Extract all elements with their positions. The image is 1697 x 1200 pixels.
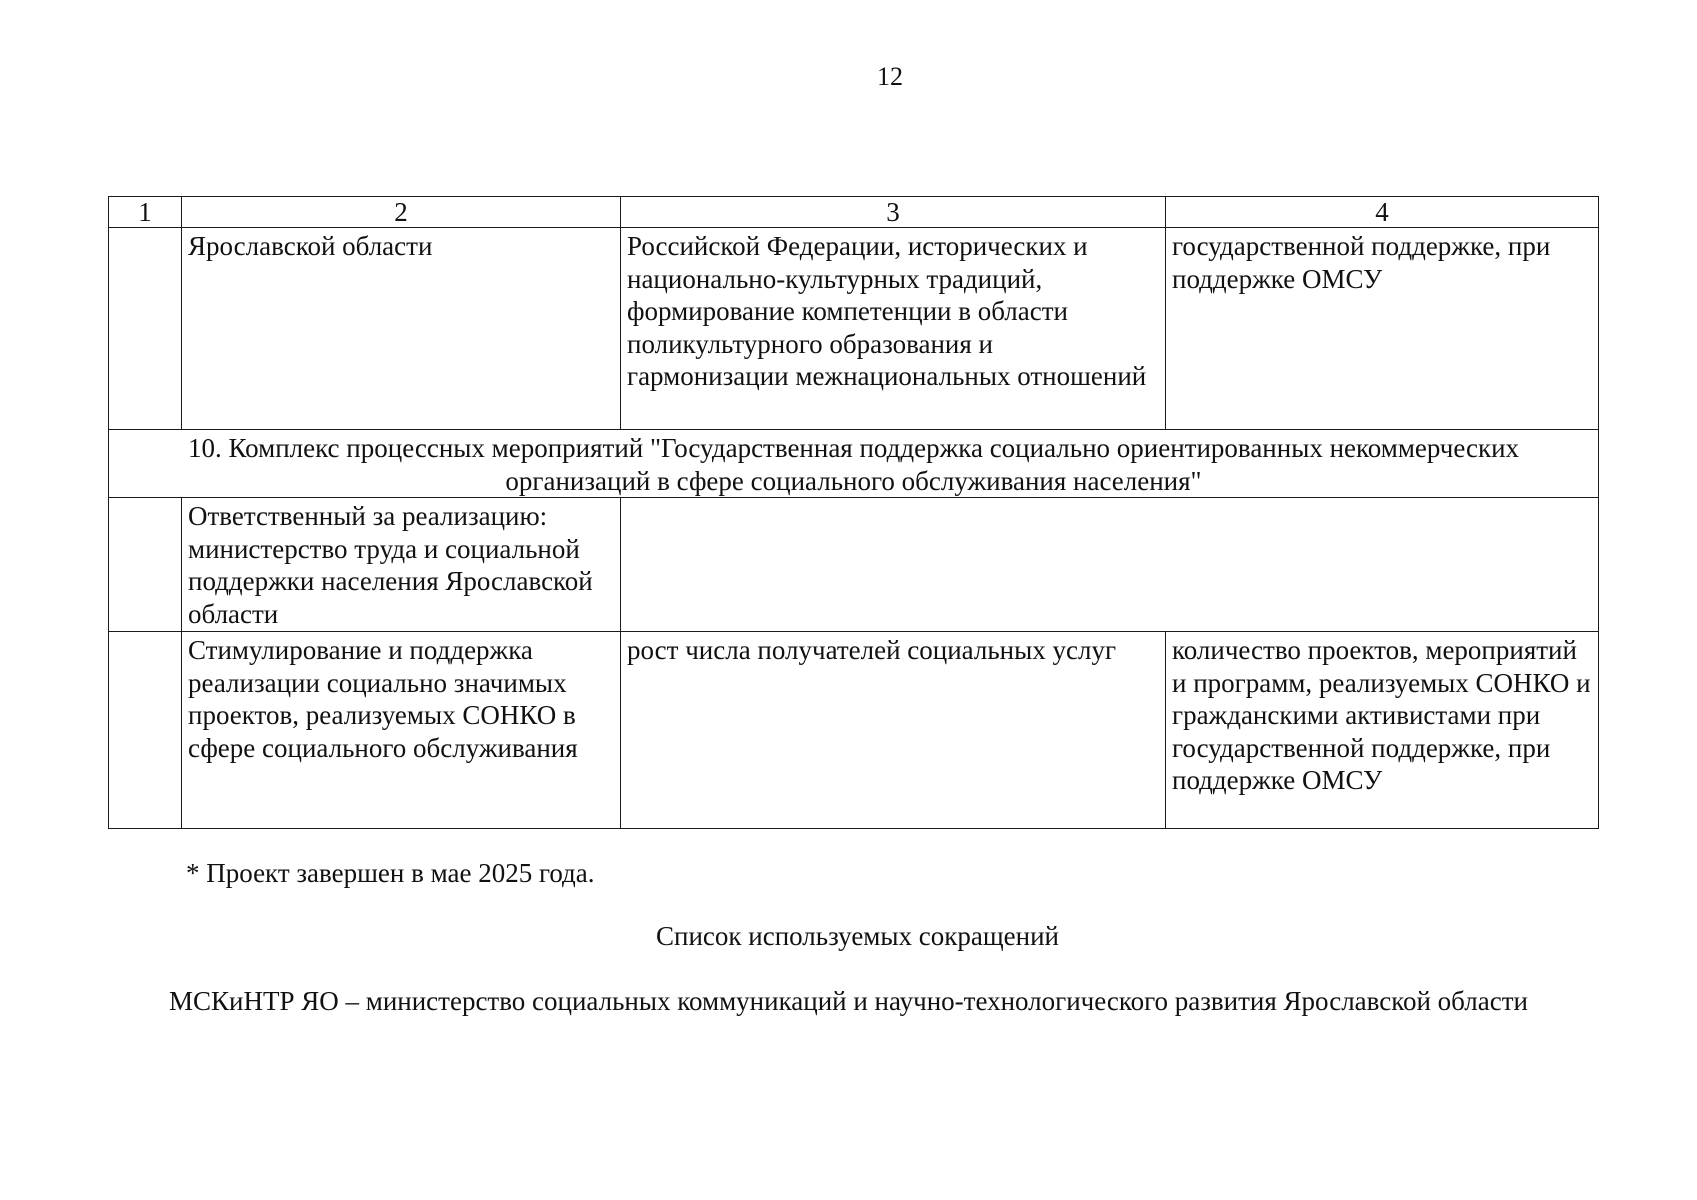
footnote: * Проект завершен в мае 2025 года. [186, 858, 595, 888]
cell-effect: рост числа получателей социальных услуг [621, 632, 1166, 829]
cell-executor: Ярославской области [182, 228, 621, 430]
table-row-continued [109, 228, 1599, 430]
header-cell-4: 4 [1166, 197, 1599, 228]
cell-responsible: Ответственный за реализацию: министерство труда и социальной поддержки населения Ярославской области [182, 498, 621, 632]
abbreviations-title: Список используемых сокращений [656, 921, 1059, 951]
cell-number [109, 632, 182, 829]
abbreviation-entry: МСКиНТР ЯО – министерство социальных коммуникаций и научно-технологического развития Ярославской области [169, 986, 1528, 1016]
plan-table [108, 196, 1599, 829]
header-cell-3: 3 [621, 197, 1166, 228]
section-title: 10. Комплекс процессных мероприятий "Государственная поддержка социально ориентированных некоммерческих организаций в сфере социального обслуживания населения" [109, 430, 1599, 498]
page-number: 12 [877, 62, 903, 91]
cell-number [109, 498, 182, 632]
cell-empty-merged [621, 498, 1599, 632]
task-row [109, 632, 1599, 829]
table-header-row [109, 197, 1599, 228]
cell-effect: Российской Федерации, исторических и национально-культурных традиций, формирование компетенции в области поликультурного образования и гармонизации межнациональных отношений [621, 228, 1166, 430]
cell-indicator: государственной поддержке, при поддержке ОМСУ [1166, 228, 1599, 430]
cell-indicator: количество проектов, мероприятий и программ, реализуемых СОНКО и гражданскими активистами при государственной поддержке, при поддержке ОМСУ [1166, 632, 1599, 829]
section-title-row [109, 430, 1599, 498]
cell-task: Стимулирование и поддержка реализации социально значимых проектов, реализуемых СОНКО в сфере социального обслуживания [182, 632, 621, 829]
header-cell-2: 2 [182, 197, 621, 228]
cell-number [109, 228, 182, 430]
header-cell-1: 1 [109, 197, 182, 228]
responsible-row [109, 498, 1599, 632]
